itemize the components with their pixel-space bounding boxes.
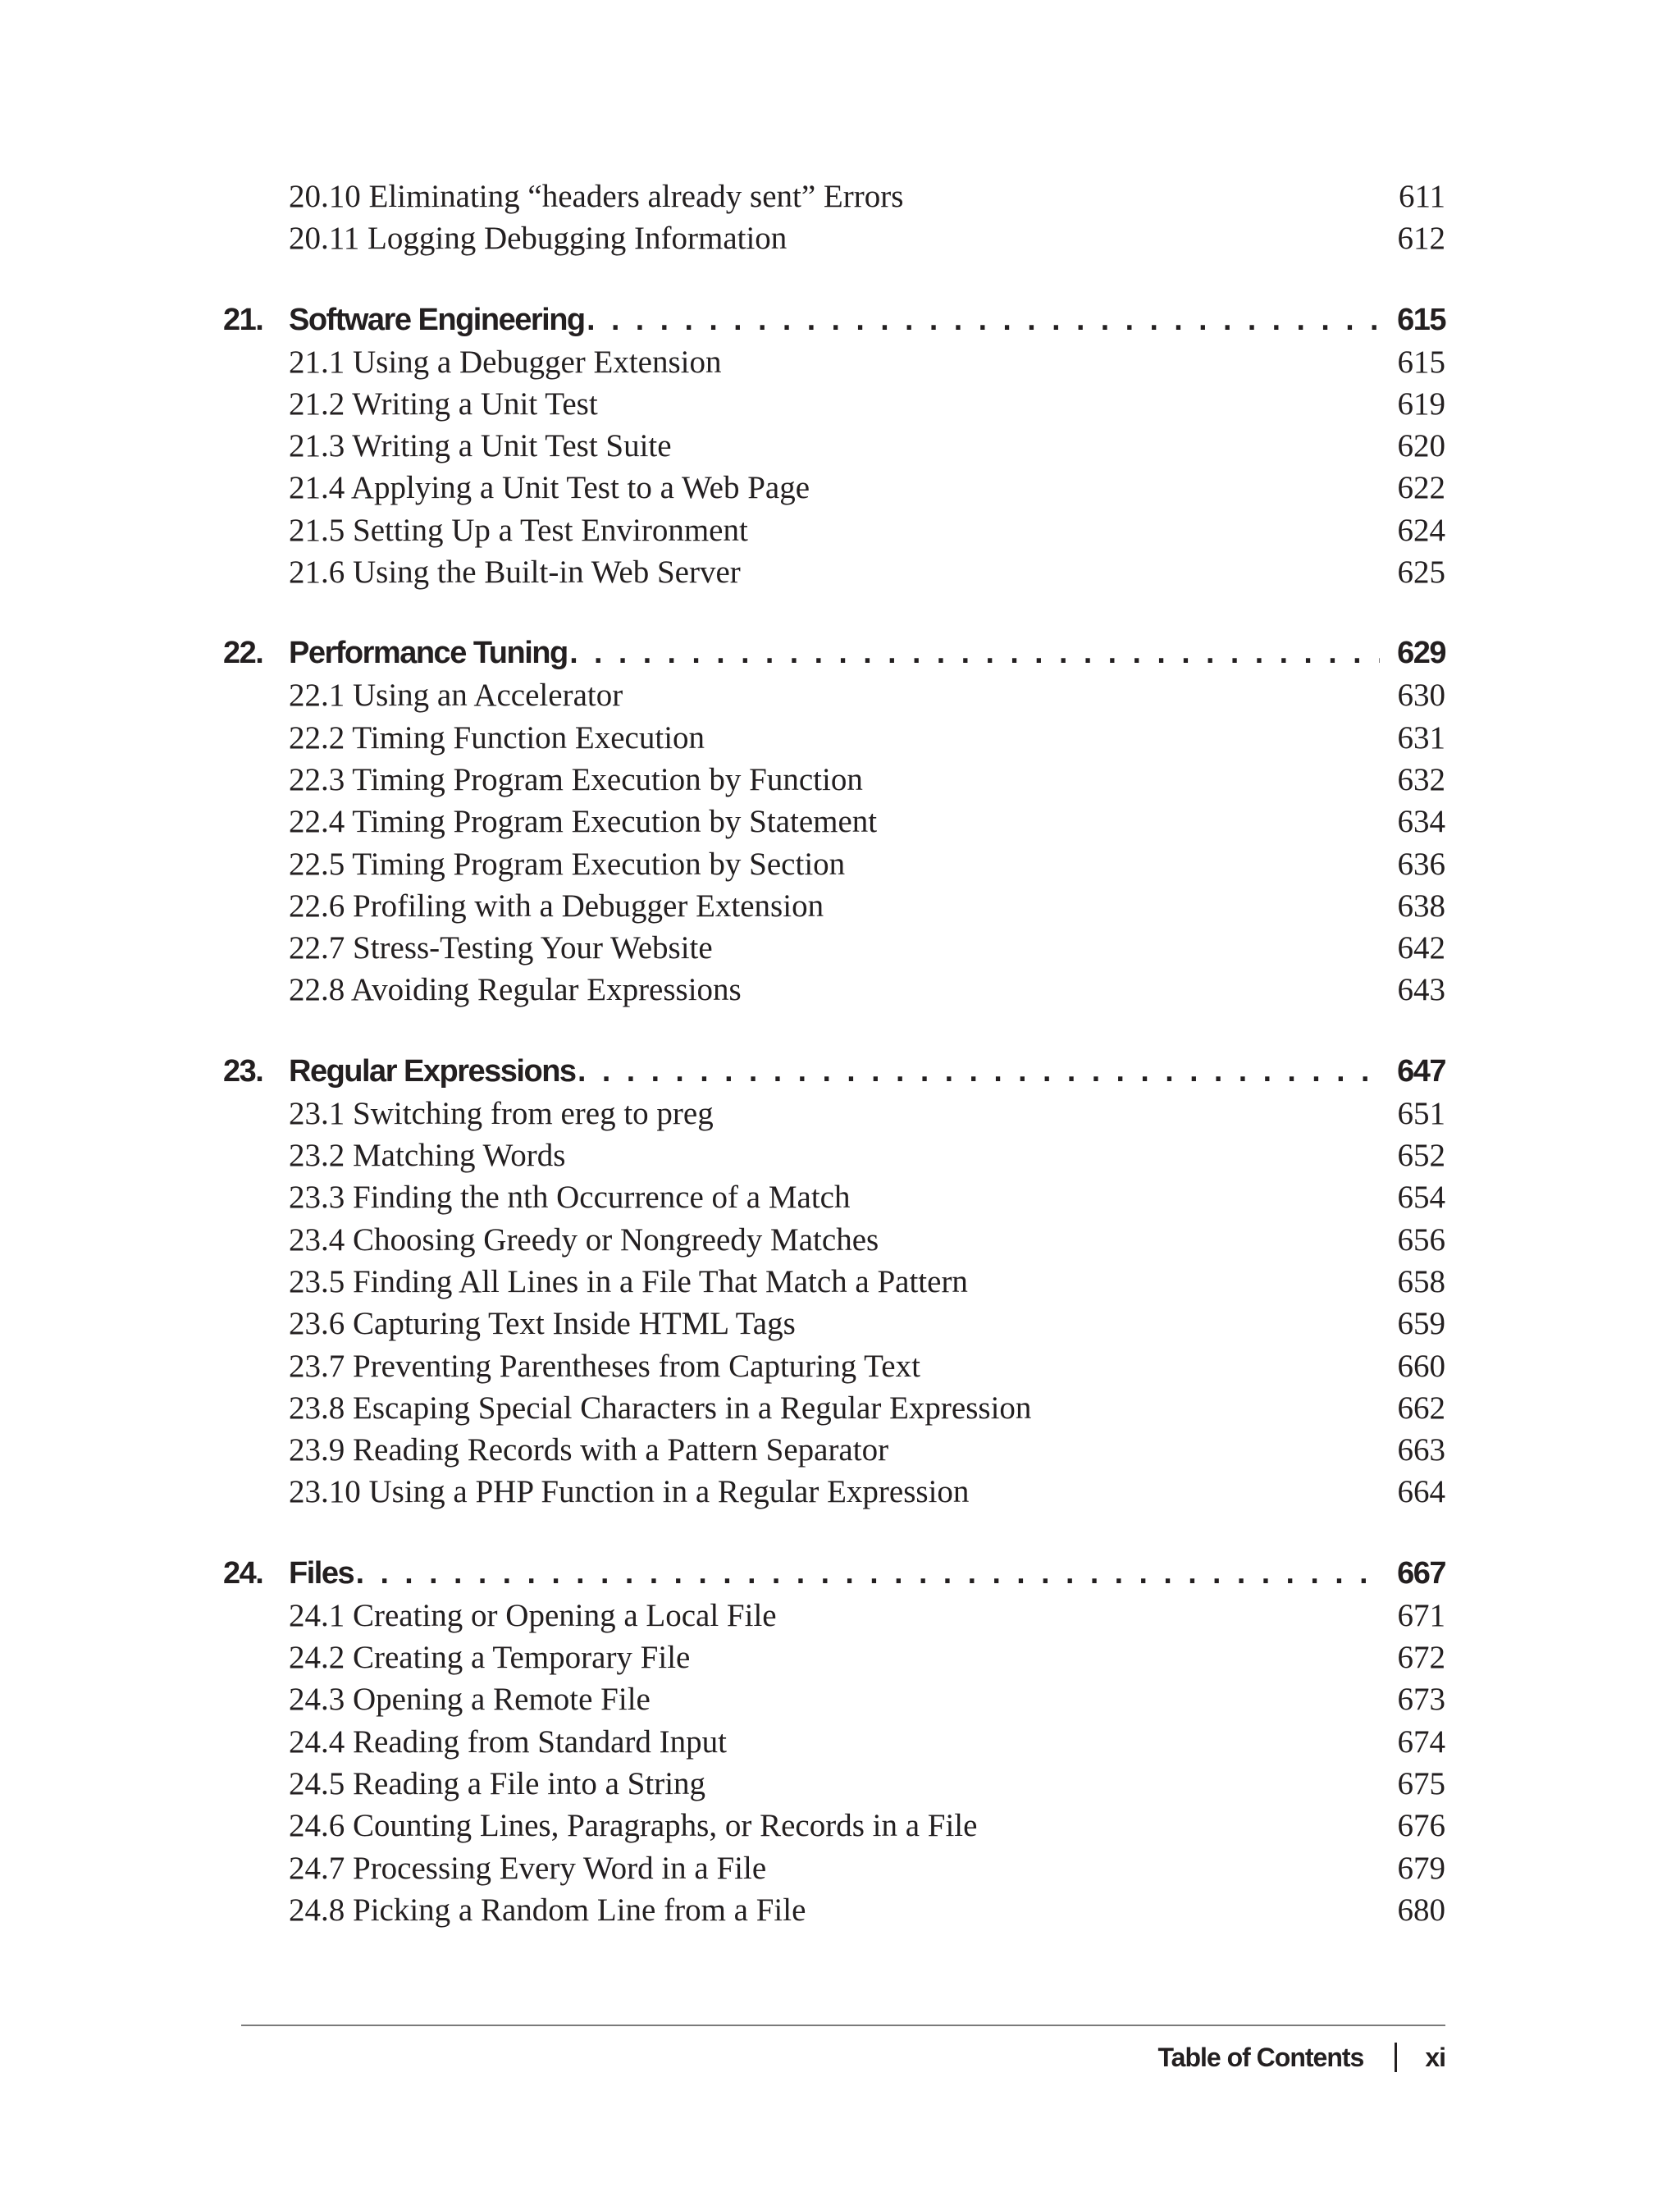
entry-page-number: 643	[1397, 972, 1445, 1008]
entry-page-number: 663	[1397, 1432, 1445, 1468]
entry-page-number: 619	[1397, 386, 1445, 422]
entry-title: 21.3 Writing a Unit Test Suite	[289, 428, 672, 464]
toc-entry[interactable]	[223, 341, 1445, 383]
entry-page-number: 651	[1397, 1095, 1445, 1131]
entry-title: 22.5 Timing Program Execution by Section	[289, 846, 846, 882]
entry-page-number: 624	[1397, 512, 1445, 548]
entry-title: 21.2 Writing a Unit Test	[289, 386, 598, 422]
toc-entry[interactable]	[223, 885, 1445, 927]
entry-title: 23.7 Preventing Parentheses from Capturing Text	[289, 1348, 920, 1384]
entry-title: 23.1 Switching from ereg to preg	[289, 1095, 714, 1131]
entry-title: 23.8 Escaping Special Characters in a Regular Expression	[289, 1390, 1032, 1426]
footer-label: Table of Contents	[1157, 2043, 1364, 2072]
dot-leader	[568, 634, 1380, 676]
toc-entry[interactable]	[223, 1678, 1445, 1720]
footer-separator	[1395, 2043, 1397, 2072]
footer-page-number: xi	[1425, 2043, 1445, 2072]
entry-page-number: 675	[1397, 1765, 1445, 1801]
entry-page-number: 620	[1397, 428, 1445, 464]
toc-entry[interactable]	[223, 969, 1445, 1011]
entry-title: 23.10 Using a PHP Function in a Regular Expression	[289, 1474, 970, 1510]
toc-entry[interactable]	[223, 801, 1445, 842]
entry-title: 23.2 Matching Words	[289, 1138, 566, 1174]
chapter-number: 24.	[223, 1555, 263, 1591]
entry-page-number: 625	[1397, 555, 1445, 591]
entry-page-number: 630	[1397, 678, 1445, 714]
entry-page-number: 662	[1397, 1390, 1445, 1426]
toc-entry[interactable]	[223, 1721, 1445, 1763]
entry-title: 24.1 Creating or Opening a Local File	[289, 1597, 777, 1633]
entry-page-number: 676	[1397, 1808, 1445, 1844]
chapter-number: 23.	[223, 1053, 263, 1089]
toc-entry[interactable]	[223, 1134, 1445, 1176]
toc-entry[interactable]	[223, 1847, 1445, 1889]
entry-page-number: 638	[1397, 888, 1445, 924]
toc-entry[interactable]	[223, 1889, 1445, 1931]
toc-entry[interactable]	[223, 176, 1445, 217]
entry-title: 22.1 Using an Accelerator	[289, 678, 623, 714]
entry-title: 22.6 Profiling with a Debugger Extension	[289, 888, 824, 924]
chapter-page-number: 647	[1397, 1053, 1445, 1089]
toc-entry[interactable]	[223, 1345, 1445, 1387]
toc-entry[interactable]	[223, 1637, 1445, 1678]
toc-entry[interactable]	[223, 717, 1445, 759]
entry-page-number: 612	[1397, 221, 1445, 257]
toc-entry[interactable]	[223, 1805, 1445, 1847]
chapter-number: 21.	[223, 302, 263, 337]
toc-section	[223, 299, 1445, 594]
toc-section	[223, 1553, 1445, 1931]
entry-title: 22.7 Stress-Testing Your Website	[289, 930, 713, 966]
chapter-heading[interactable]	[223, 632, 1445, 674]
table-of-contents	[223, 176, 1445, 1931]
toc-entry[interactable]	[223, 1387, 1445, 1429]
entry-title: 24.4 Reading from Standard Input	[289, 1723, 727, 1760]
entry-title: 24.2 Creating a Temporary File	[289, 1640, 691, 1676]
entry-page-number: 654	[1397, 1180, 1445, 1216]
toc-entry[interactable]	[223, 843, 1445, 885]
entry-page-number: 622	[1397, 470, 1445, 506]
toc-entry[interactable]	[223, 1219, 1445, 1261]
chapter-heading[interactable]	[223, 299, 1445, 341]
toc-entry[interactable]	[223, 217, 1445, 259]
entry-title: 24.5 Reading a File into a String	[289, 1765, 706, 1801]
entry-title: 23.5 Finding All Lines in a File That Match a Pattern	[289, 1263, 968, 1299]
chapter-page-number: 615	[1397, 302, 1445, 337]
dot-leader	[585, 301, 1380, 343]
toc-section	[223, 176, 1445, 260]
entry-title: 23.3 Finding the nth Occurrence of a Match	[289, 1180, 851, 1216]
chapter-heading[interactable]	[223, 1051, 1445, 1093]
entry-title: 24.6 Counting Lines, Paragraphs, or Records in a File	[289, 1808, 978, 1844]
footer-divider	[241, 2025, 1445, 2026]
chapter-page-number: 667	[1397, 1555, 1445, 1591]
toc-entry[interactable]	[223, 759, 1445, 801]
entry-page-number: 674	[1397, 1723, 1445, 1760]
entry-title: 23.6 Capturing Text Inside HTML Tags	[289, 1306, 796, 1342]
entry-title: 24.3 Opening a Remote File	[289, 1682, 651, 1718]
toc-entry[interactable]	[223, 425, 1445, 467]
entry-page-number: 631	[1397, 719, 1445, 756]
entry-title: 20.10 Eliminating “headers already sent” Errors	[289, 179, 904, 214]
entry-page-number: 664	[1397, 1474, 1445, 1510]
entry-page-number: 611	[1398, 179, 1445, 214]
toc-entry[interactable]	[223, 1595, 1445, 1637]
entry-title: 24.8 Picking a Random Line from a File	[289, 1892, 806, 1928]
entry-page-number: 656	[1397, 1221, 1445, 1258]
entry-page-number: 680	[1397, 1892, 1445, 1928]
toc-entry[interactable]	[223, 1763, 1445, 1805]
toc-entry[interactable]	[223, 1093, 1445, 1134]
chapter-number: 22.	[223, 636, 263, 671]
entry-title: 21.5 Setting Up a Test Environment	[289, 512, 748, 548]
toc-entry[interactable]	[223, 551, 1445, 593]
entry-title: 22.8 Avoiding Regular Expressions	[289, 972, 742, 1008]
entry-page-number: 658	[1397, 1263, 1445, 1299]
entry-page-number: 634	[1397, 804, 1445, 840]
entry-page-number: 660	[1397, 1348, 1445, 1384]
chapter-title: Files	[289, 1555, 354, 1591]
entry-title: 24.7 Processing Every Word in a File	[289, 1850, 767, 1886]
entry-page-number: 679	[1397, 1850, 1445, 1886]
chapter-page-number: 629	[1397, 636, 1445, 671]
entry-title: 21.6 Using the Built-in Web Server	[289, 555, 741, 591]
chapter-title: Regular Expressions	[289, 1053, 576, 1089]
entry-title: 22.3 Timing Program Execution by Function	[289, 761, 863, 797]
toc-entry[interactable]	[223, 1303, 1445, 1344]
entry-title: 20.11 Logging Debugging Information	[289, 221, 788, 257]
entry-page-number: 632	[1397, 761, 1445, 797]
entry-title: 21.4 Applying a Unit Test to a Web Page	[289, 470, 810, 506]
entry-title: 22.2 Timing Function Execution	[289, 719, 705, 756]
toc-entry[interactable]	[223, 927, 1445, 969]
entry-title: 22.4 Timing Program Execution by Statement	[289, 804, 878, 840]
toc-entry[interactable]	[223, 467, 1445, 509]
toc-section	[223, 1051, 1445, 1513]
toc-entry[interactable]	[223, 383, 1445, 425]
chapter-heading[interactable]	[223, 1553, 1445, 1595]
entry-page-number: 642	[1397, 930, 1445, 966]
toc-entry[interactable]	[223, 674, 1445, 716]
entry-page-number: 673	[1397, 1682, 1445, 1718]
entry-page-number: 652	[1397, 1138, 1445, 1174]
entry-page-number: 659	[1397, 1306, 1445, 1342]
entry-page-number: 636	[1397, 846, 1445, 882]
chapter-title: Performance Tuning	[289, 636, 568, 671]
page-footer	[1157, 2038, 1445, 2077]
entry-page-number: 615	[1397, 344, 1445, 380]
entry-title: 23.9 Reading Records with a Pattern Separator	[289, 1432, 889, 1468]
toc-entry[interactable]	[223, 1429, 1445, 1471]
entry-page-number: 671	[1397, 1597, 1445, 1633]
entry-title: 23.4 Choosing Greedy or Nongreedy Matches	[289, 1221, 879, 1258]
toc-entry[interactable]	[223, 509, 1445, 551]
entry-page-number: 672	[1397, 1640, 1445, 1676]
toc-section	[223, 632, 1445, 1011]
dot-leader	[576, 1052, 1380, 1094]
dot-leader	[354, 1554, 1380, 1596]
toc-entry[interactable]	[223, 1176, 1445, 1218]
entry-title: 21.1 Using a Debugger Extension	[289, 344, 722, 380]
toc-entry[interactable]	[223, 1261, 1445, 1303]
toc-entry[interactable]	[223, 1471, 1445, 1513]
chapter-title: Software Engineering	[289, 302, 585, 337]
